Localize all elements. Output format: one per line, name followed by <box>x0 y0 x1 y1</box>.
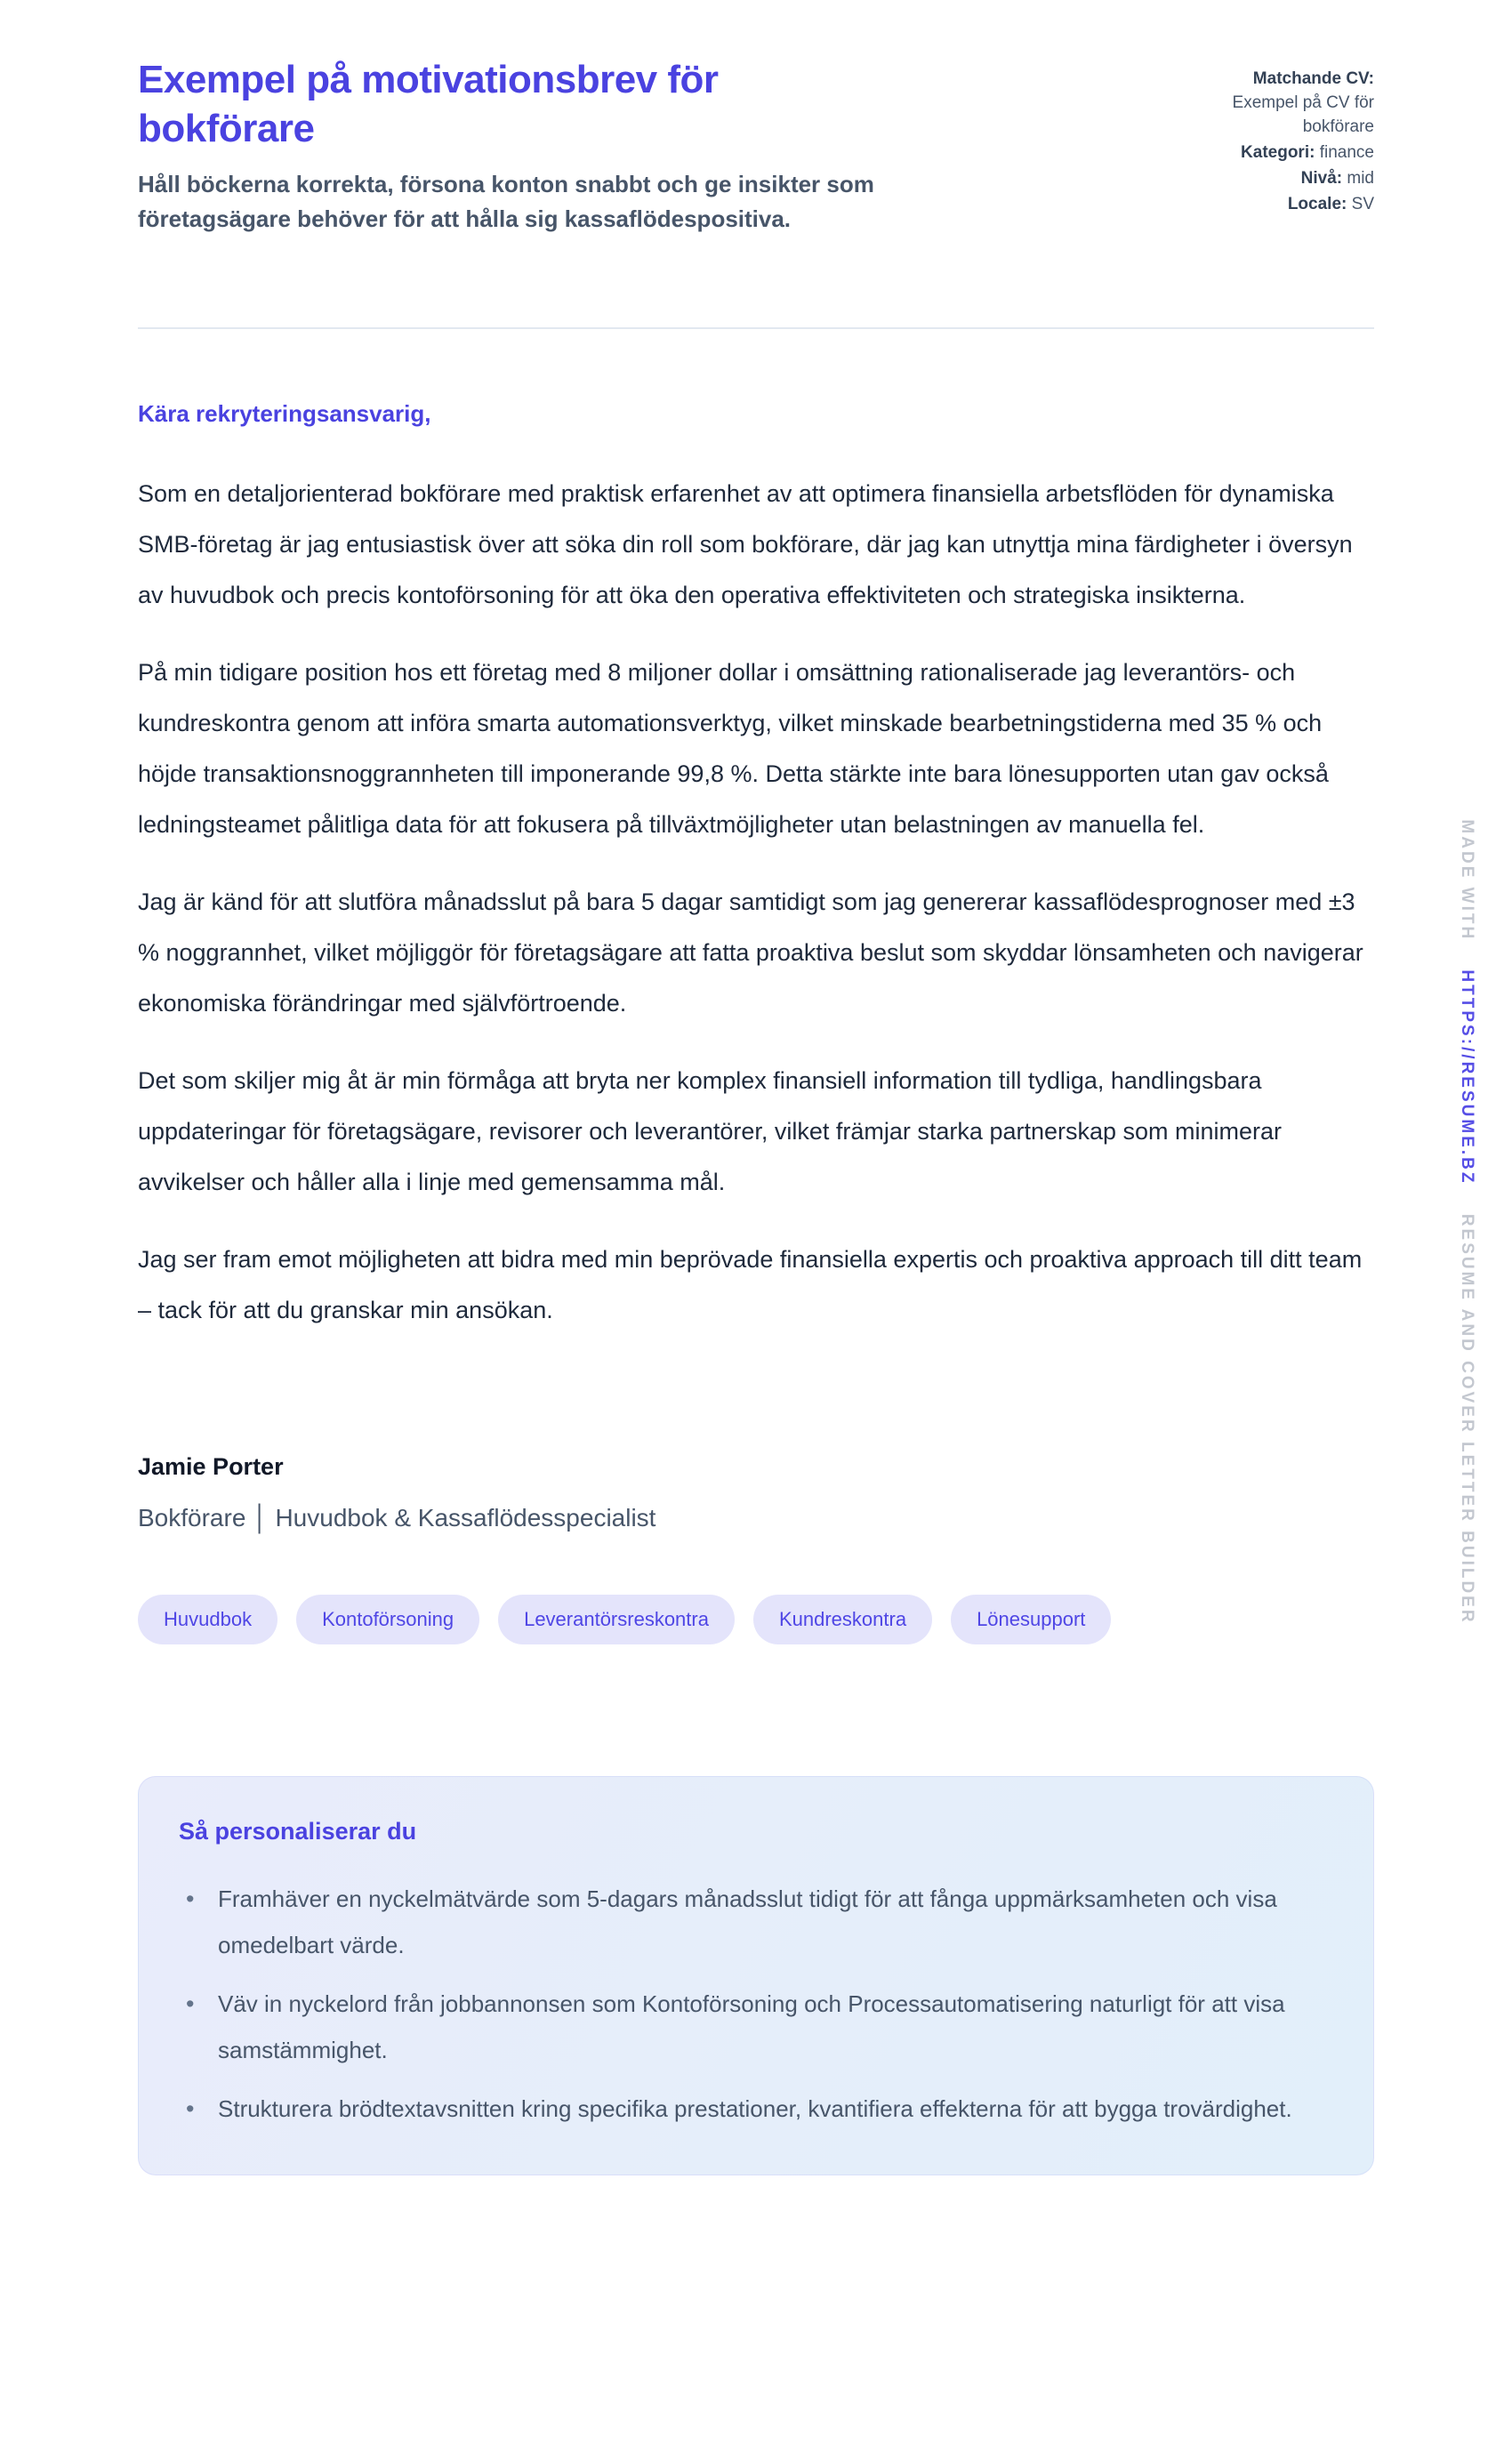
personalize-bullet-list <box>179 1876 1333 2132</box>
watermark-prefix: MADE WITH <box>1458 819 1476 942</box>
divider <box>138 327 1374 329</box>
personalize-card <box>138 1776 1374 2175</box>
page-subtitle: Håll böckerna korrekta, försona konton snabbt och ge insikter som företagsägare behöver för att hålla sig kassaflödespositiva. <box>138 171 874 232</box>
bullet-item <box>179 1981 1333 2073</box>
meta-value-matching-cv[interactable]: Exempel på CV för bokförare <box>1232 92 1374 136</box>
meta-row-category <box>1168 141 1374 165</box>
letter-paragraph: Det som skiljer mig åt är min förmåga att bryta ner komplex finansiell information till tydliga, handlingsbara uppdateringar för företagsägare, revisorer och leverantörer, vilket främjar starka partnerskap som minimerar avvikelser och håller alla i linje med gemensamma mål. <box>138 1067 1283 1195</box>
bullet-item <box>179 2086 1333 2132</box>
tag-pill-kontoforsoning[interactable]: Kontoförsoning <box>296 1595 479 1644</box>
meta-value-locale: SV <box>1351 194 1374 213</box>
tag-pill-kundreskontra[interactable]: Kundreskontra <box>753 1595 932 1644</box>
bullet-icon: • <box>186 2095 195 2122</box>
meta-label-level: Nivå: <box>1300 168 1343 188</box>
tag-pill-huvudbok[interactable]: Huvudbok <box>138 1595 277 1644</box>
letter-paragraph: Jag ser fram emot möjligheten att bidra med min beprövade finansiella expertis och proaktiva approach till ditt team – tack för att du granskar min ansökan. <box>138 1246 1363 1323</box>
watermark <box>1457 819 1476 1624</box>
tag-list <box>138 1595 1374 1644</box>
personalize-card-title: Så personaliserar du <box>179 1818 417 1845</box>
meta-value-category: finance <box>1319 142 1374 162</box>
watermark-link[interactable]: HTTPS://RESUME.BZ <box>1458 969 1476 1186</box>
signature-role: Bokförare │ Huvudbok & Kassaflödesspecialist <box>138 1504 656 1532</box>
meta-label-matching-cv: Matchande CV: <box>1252 69 1374 88</box>
tag-pill-leverantorsreskontra[interactable]: Leverantörsreskontra <box>498 1595 735 1644</box>
meta-row-locale <box>1168 193 1374 217</box>
meta-panel <box>1168 55 1374 219</box>
tag-pill-lonesupport[interactable]: Lönesupport <box>951 1595 1111 1644</box>
bullet-text: Väv in nyckelord från jobbannonsen som Kontoförsoning och Processautomatisering naturligt för att visa samstämmighet. <box>218 1990 1285 2063</box>
meta-label-locale: Locale: <box>1287 194 1347 213</box>
watermark-suffix: RESUME AND COVER LETTER BUILDER <box>1458 1213 1476 1625</box>
meta-value-level: mid <box>1347 168 1374 188</box>
bullet-text: Strukturera brödtextavsnitten kring specifika prestationer, kvantifiera effekterna för att bygga trovärdighet. <box>218 2095 1292 2122</box>
letter-paragraph: Jag är känd för att slutföra månadsslut på bara 5 dagar samtidigt som jag genererar kassaflödesprognoser med ±3 % noggrannhet, vilket möjliggör för företagsägare att fatta proaktiva beslut som skyddar lönsamheten och navigerar ekonomiska förändringar med självförtroende. <box>138 888 1363 1017</box>
page-title: Exempel på motivationsbrev för bokförare <box>138 58 719 150</box>
meta-row-level <box>1168 167 1374 191</box>
bullet-text: Framhäver en nyckelmätvärde som 5-dagars månadsslut tidigt för att fånga uppmärksamheten och visa omedelbart värde. <box>218 1885 1277 1958</box>
bullet-icon: • <box>186 1990 195 2017</box>
bullet-icon: • <box>186 1885 195 1912</box>
meta-row-matching-cv <box>1168 68 1374 140</box>
letter-paragraph: Som en detaljorienterad bokförare med praktisk erfarenhet av att optimera finansiella arbetsflöden för dynamiska SMB-företag är jag entusiastisk över att söka din roll som bokförare, där jag kan utnyttja mina färdigheter i översyn av huvudbok och precis kontoförsoning för att öka den operativa effektiviteten och strategiska insikterna. <box>138 480 1353 608</box>
letter-paragraph: På min tidigare position hos ett företag med 8 miljoner dollar i omsättning rationaliserade jag leverantörs- och kundreskontra genom att införa smarta automationsverktyg, vilket minskade bearbetningstiderna med 35 % och höjde transaktionsnoggrannheten till imponerande 99,8 %. Detta stärkte inte bara lönesupporten utan gav också ledningsteamet pålitliga data för att fokusera på tillväxtmöjligheter utan belastningen av manuella fel. <box>138 659 1329 838</box>
header-text-block <box>138 55 885 237</box>
signature-name: Jamie Porter <box>138 1453 284 1480</box>
header <box>138 55 1374 237</box>
letter-body <box>138 469 1374 1336</box>
letter-greeting: Kära rekryteringsansvarig, <box>138 400 431 427</box>
bullet-item <box>179 1876 1333 1968</box>
meta-label-category: Kategori: <box>1241 142 1315 162</box>
